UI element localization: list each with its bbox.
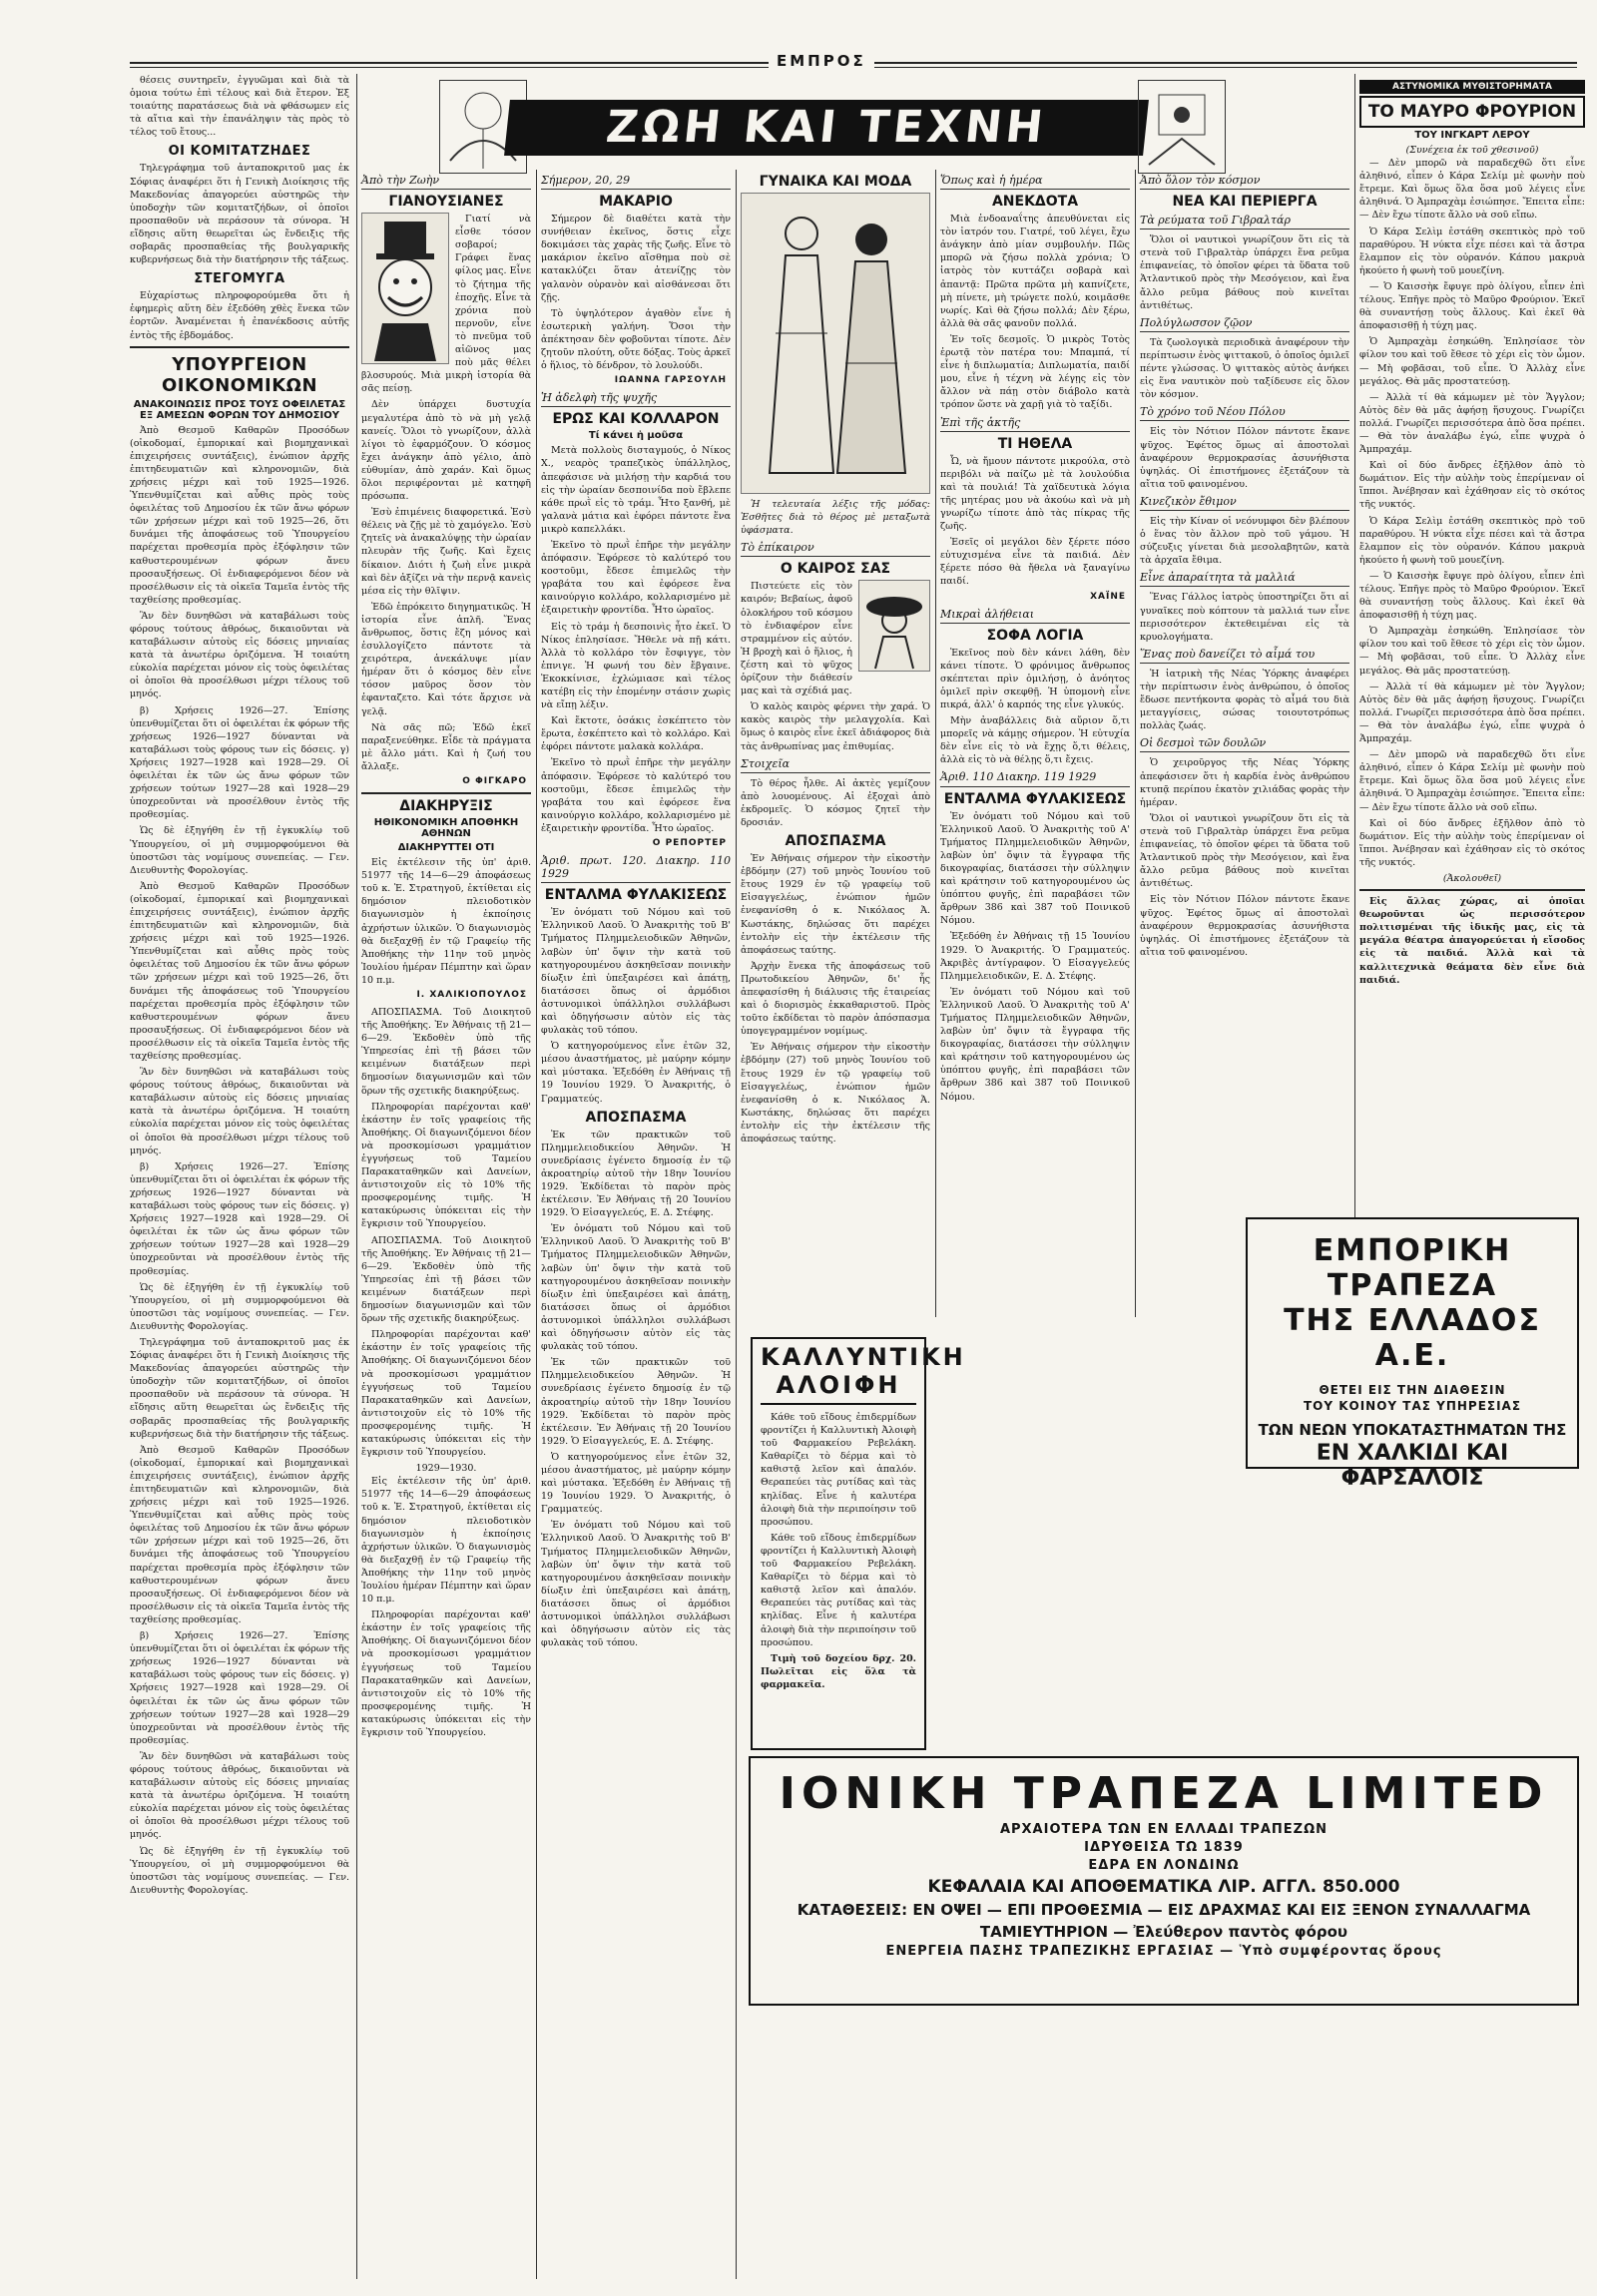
paragraph: — Ἀλλὰ τί θὰ κάμωμεν μὲ τὸν Ἄγγλον; Αὐτὸς δὲν θὰ μᾶς ἀφήσῃ ἥσυχους. Γνωρίζει πολλά. Γνωρίζει περισσότερα ἀπὸ ὅσα πρέπει. — Θὰ τὸν ἀναλάβω ἐγώ, εἶπε ψυχρὰ ὁ Ἀμπραχάμ.	[1359, 681, 1585, 745]
paragraph: Τὰ ζωολογικὰ περιοδικὰ ἀναφέρουν τὴν περίπτωσιν ἑνὸς ψιττακοῦ, ὁ ὁποῖος ὁμιλεῖ πέντε γλώσσας. Ὁ ψιττακὸς αὐτὸς ἀνήκει εἰς ἕνα ναυτικὸν ποὺ ταξίδευσε εἰς ὅλον τὸν κόσμον.	[1140, 336, 1349, 401]
signature: Ο ΡΕΠΟΡΤΕΡ	[652, 838, 727, 849]
paragraph: Κάθε τοῦ εἴδους ἐπιδερμίδων φροντίζει ἡ Καλλυντικὴ Ἀλοιφὴ τοῦ Φαρμακείου Ρεβελάκη. Καθαρίζει τὸ δέρμα καὶ τὸ καθιστᾷ λεῖον καὶ ἁπαλόν. Θεραπεύει τὰς ρυτίδας καὶ τὰς κηλίδας. Εἶνε ἡ καλυτέρα ἀλοιφὴ διὰ τὴν περιποίησιν τοῦ προσώπου.	[761, 1412, 916, 1528]
kicker: Ἀπὸ τὴν Ζωὴν	[361, 174, 531, 190]
paragraph: β) Χρήσεις 1926—27. Ἐπίσης ὑπενθυμίζεται ὅτι οἱ ὀφειλέται ἐκ φόρων τῆς χρήσεως 1926—1927 δύνανται νὰ καταβάλωσι τοὺς φόρους των εἰς δόσεις. γ) Χρήσεις 1927—1928 καὶ 1928—29. Οἱ ὀφειλέται ἐκ τῶν ὡς ἄνω φόρων τῶν χρήσεων τούτων 1927—28 καὶ 1928—29 ὑποχρεοῦνται νὰ προσέλθουν ἐντὸς τῆς προθεσμίας.	[130, 1160, 349, 1277]
paragraph: Εἰς τὸ τράμ ἡ δεσποινὶς ἦτο ἐκεῖ. Ὁ Νίκος ἐπλησίασε. Ἤθελε νὰ πῇ κάτι. Ἀλλὰ τὸ κολλάρο τὸν ἔσφιγγε, τὸν ἐπνιγε. Ἡ φωνή του δὲν ἔβγαινε. Ἐκοκκίνισε, ἐχλώμιασε καὶ τέλος κατέβη εἰς τὴν ἑπομένην στάσιν χωρὶς νὰ εἴπῃ λέξιν.	[541, 621, 731, 711]
divider	[361, 792, 531, 794]
signature: Ι. ΧΑΛΙΚΙΟΠΟΥΛΟΣ	[416, 989, 527, 1000]
column-rule	[1354, 74, 1355, 1381]
paragraph: Ἐσεῖς οἱ μεγάλοι δὲν ξέρετε πόσο εὐτυχισμένα εἶνε τὰ παιδιά. Δὲν ξέρετε πόσο θὰ ἤθελα νὰ ξαναγίνω παιδί.	[940, 537, 1130, 588]
paragraph: Ἐδῶ ἐπρόκειτο διηγηματικῶς. Ἡ ἱστορία εἶνε ἁπλῆ. Ἕνας ἄνθρωπος, ὅστις ἔζη μόνος καὶ ἐσυλλογίζετο πάντοτε τὰ χειρότερα, ἀνεκάλυψε μίαν ἡμέραν ὅτι ὁ κόσμος δὲν εἶνε τόσον μαῦρος ὅσον τὸν ἐφανταζετο. Καὶ τότε ἄρχισε νὰ γελᾷ.	[361, 601, 531, 717]
paragraph: Ἀπὸ Θεσμοῦ Καθαρῶν Προσόδων (οἰκοδομαί, ἐμπορικαί καὶ βιομηχανικαὶ ἐπιχειρήσεις συντάξεις), ἐνώπιον ἀρχῆς ἐπιτηδευματιῶν καὶ κληρονομιῶν, διὰ χρήσεις μέχρι καὶ τοῦ 1925—1926. Ὑπενθυμίζεται καὶ αὖθις πρὸς τοὺς ὀφειλέτας τοῦ Δημοσίου ἐκ τῶν ἄνω φόρων τῶν χρήσεων μέχρι καὶ τοῦ 1925—26, ὅτι δυνάμει τῆς ἀποφάσεως τοῦ Ὑπουργείου παρέχεται προθεσμία πρὸς ἐξόφλησιν τῶν καθυστερουμένων φόρων ἄνευ προσαυξήσεως. Οἱ ἐνδιαφερόμενοι δέον νὰ προσέλθωσιν εἰς τὰ οἰκεῖα Ταμεῖα ἐντὸς τῆς ταχθείσης προθεσμίας.	[130, 1444, 349, 1625]
paragraph: Σήμερον δὲ διαθέτει κατὰ τὴν συνήθειαν ἐκεῖνος, ὅστις εἶχε δοκιμάσει τὰς χαρὰς τῆς ζωῆς. Εἶνε τὸ μακάριον ἐκεῖνο αἴσθημα ποὺ σὲ κατακλύζει ὅταν ἀτενίζῃς τὸν γαλανὸν οὐρανὸν καὶ αἰσθάνεσαι ὅτι ζῇς.	[541, 214, 731, 303]
paragraph: Ὁ Ἀμπραχὰμ ἐσηκώθη. Ἐπλησίασε τὸν φίλον του καὶ τοῦ ἔθεσε τὸ χέρι εἰς τὸν ὦμον. — Μὴ φοβᾶσαι, τοῦ εἶπε. Ὁ Ἀλλὰχ εἶνε μεγάλος. Θὰ μᾶς προστατεύσῃ.	[1359, 626, 1585, 677]
column-rule	[1135, 170, 1136, 1317]
paragraph: Δὲν ὑπάρχει δυστυχία μεγαλυτέρα ἀπὸ τὸ νὰ μὴ γελᾷ κανείς. Ὅλοι τὸ γνωρίζουν, ἀλλὰ λίγοι τὸ ἐφαρμόζουν. Ὁ κόσμος ἔχει ἀνάγκην ἀπὸ γέλιο, ἀπὸ εὐθυμίαν, ἀπὸ χαράν. Καὶ ὅμως ὅλοι περιφέρονται μὲ κατηφῆ πρόσωπα.	[361, 399, 531, 503]
lead-paragraph: θέσεις συντηρεῖν, ἐγγυῶμαι καὶ διὰ τὰ ὁμοια τούτω ἐπὶ τέλους καὶ διὰ ἕτερον. Ἐξ τοιαύτης παρατάσεως διὰ νὰ φθάσωμεν εἰς τὰ αἴτια καὶ τὴν ἐπανάληψιν τὰς πρὸς τὸ τέλος τοῦ ἔτους...	[130, 75, 349, 139]
paragraph: Ἡ ἱατρικὴ τῆς Νέας Ὑόρκης ἀναφέρει τὴν περίπτωσιν ἑνὸς ἀνθρώπου, ὁ ὁποῖος ἔδωσε πεντήκοντα φορὰς τὸ αἷμά του διὰ μεταγγίσεις, σώσας τοιουτοτρόπως πολλὰς ζωάς.	[1140, 668, 1349, 732]
paragraph: Καὶ οἱ δύο ἄνδρες ἐξῆλθον ἀπὸ τὸ δωμάτιον. Εἰς τὴν αὐλὴν τοὺς ἐπερίμεναν οἱ ἵπποι. Ἀνέβησαν καὶ ἐχάθησαν εἰς τὸ σκότος τῆς νυκτός.	[1359, 460, 1585, 511]
ad-line: ΕΔΡΑ ΕΝ ΛΟΝΔΙΝΩ	[1088, 1858, 1240, 1873]
ad-bank-title: ΙΟΝΙΚΗ ΤΡΑΠΕΖΑ LIMITED	[779, 1768, 1549, 1819]
paragraph: Πληροφορίαι παρέχονται καθ' ἑκάστην ἐν τοῖς γραφείοις τῆς Ἀποθήκης. Οἱ διαγωνιζόμενοι δέον νὰ προσκομίσωσι γραμμάτιον ἐγγυήσεως τοῦ Ταμείου Παρακαταθηκῶν καὶ Δανείων, ἀντιστοιχοῦν εἰς τὸ 10% τῆς προσφερομένης τιμῆς. Ἡ κατακύρωσις ὑπόκειται εἰς τὴν ἔγκρισιν τοῦ Ὑπουργείου.	[361, 1329, 531, 1459]
paragraph: Ἀπὸ Θεσμοῦ Καθαρῶν Προσόδων (οἰκοδομαί, ἐμπορικαί καὶ βιομηχανικαὶ ἐπιχειρήσεις συντάξεις), ἐνώπιον ἀρχῆς ἐπιτηδευματιῶν καὶ κληρονομιῶν, διὰ χρήσεις μέχρι καὶ τοῦ 1925—1926. Ὑπενθυμίζεται καὶ αὖθις πρὸς τοὺς ὀφειλέτας τοῦ Δημοσίου ἐκ τῶν ἄνω φόρων τῶν χρήσεων μέχρι καὶ τοῦ 1925—26, ὅτι δυνάμει τῆς ἀποφάσεως τοῦ Ὑπουργείου παρέχεται προθεσμία πρὸς ἐξόφλησιν τῶν καθυστερουμένων φόρων ἄνευ προσαυξήσεως. Οἱ ἐνδιαφερόμενοι δέον νὰ προσέλθωσιν εἰς τὰ οἰκεῖα Ταμεῖα ἐντὸς τῆς ταχθείσης προθεσμίας.	[130, 424, 349, 606]
paragraph: Πληροφορίαι παρέχονται καθ' ἑκάστην ἐν τοῖς γραφείοις τῆς Ἀποθήκης. Οἱ διαγωνιζόμενοι δέον νὰ προσκομίσωσι γραμμάτιον ἐγγυήσεως τοῦ Ταμείου Παρακαταθηκῶν καὶ Δανείων, ἀντιστοιχοῦν εἰς τὸ 10% τῆς προσφερομένης τιμῆς. Ἡ κατακύρωσις ὑπόκειται εἰς τὴν ἔγκρισιν τοῦ Ὑπουργείου.	[361, 1101, 531, 1230]
paragraph: Πιστεύετε εἰς τὸν καιρόν; Βεβαίως, ἀφοῦ ὁλοκλήρου τοῦ κόσμου τὸ ἐνδιαφέρον εἶνε στραμμένον εἰς αὐτόν. Ἡ βροχὴ καὶ ὁ ἥλιος, ἡ ζέστη καὶ τὸ ψῦχος ὁρίζουν τὴν διάθεσίν μας καὶ τὰ σχέδιά μας.	[741, 581, 852, 697]
ad-line: ΚΑΤΑΘΕΣΕΙΣ: ΕΝ ΟΨΕΙ — ΕΠΙ ΠΡΟΘΕΣΜΙΑ — ΕΙΣ ΔΡΑΧΜΑΣ ΚΑΙ ΕΙΣ ΞΕΝΟΝ ΣΥΝΑΛΛΑΓΜΑ	[797, 1901, 1531, 1919]
paragraph: ΑΠΟΣΠΑΣΜΑ. Τοῦ Διοικητοῦ τῆς Ἀποθήκης. Ἐν Ἀθήναις τῇ 21—6—29. Ἐκδοθὲν ὑπὸ τῆς Ὑπηρεσίας ἐπὶ τῇ βάσει τῶν κειμένων διατάξεων περὶ δημοσίων διαγωνισμῶν καὶ τῶν ὅρων τῆς σχετικῆς διακηρύξεως.	[361, 1006, 531, 1097]
paragraph: Τιμὴ τοῦ δοχείου δρχ. 20. Πωλεῖται εἰς ὅλα τὰ φαρμακεῖα.	[761, 1652, 916, 1690]
paragraph: Ὡς δὲ ἐξηγήθη ἐν τῇ ἐγκυκλίῳ τοῦ Ὑπουργείου, οἱ μὴ συμμορφούμενοι θὰ ὑποστῶσι τὰς νομίμους συνεπείας. — Γεν. Διευθυντὴς Φορολογίας.	[130, 825, 349, 876]
paragraph: Ἐν ὀνόματι τοῦ Νόμου καὶ τοῦ Ἑλληνικοῦ Λαοῦ. Ὁ Ἀνακριτὴς τοῦ Β' Τμήματος Πλημμελειοδικῶν Ἀθηνῶν, λαβὼν ὑπ' ὄψιν τὴν κατὰ τοῦ κατηγορουμένου ἀσκηθεῖσαν ποινικὴν δίωξιν ἐπὶ ὑπεξαιρέσει καὶ ἀπάτῃ, διατάσσει ὅπως οἱ ἁρμόδιοι ἀστυνομικοὶ ὑπάλληλοι συλλάβωσι καὶ ὁδηγήσωσιν αὐτὸν εἰς τὰς φυλακὰς τοῦ τόπου.	[541, 1520, 731, 1649]
paragraph: — Ὁ Καισσὴκ ἔφυγε πρὸ ὀλίγου, εἶπεν ἐπὶ τέλους. Ἐπῆγε πρὸς τὸ Μαῦρο Φρούριον. Ἐκεῖ θὰ συναντήσῃ τοὺς ἄλλους. Καὶ ἐκεῖ θὰ ἀποφασισθῇ ἡ τύχη μας.	[1359, 280, 1585, 332]
heading-ti-ithela: ΤΙ ΗΘΕΛΑ	[997, 435, 1073, 452]
paragraph: Τηλεγράφημα τοῦ ἀνταποκριτοῦ μας ἐκ Σόφιας ἀναφέρει ὅτι ἡ Γενικὴ Διοίκησις τῆς Μακεδονίας ἀπαγορεύει αὐστηρῶς τὴν ὑποδοχὴν τῶν κομιτατζήδων, οἱ ὁποῖοι προσπαθοῦν νὰ περάσουν τὰ σύνορα. Ἡ εἴδησις αὕτη θεωρεῖται ὡς ἔνδειξις τῆς σοβαρᾶς προσπαθείας τῆς βουλγαρικῆς κυβερνήσεως διὰ τὴν διατήρησιν τῆς τάξεως.	[130, 1336, 349, 1440]
paragraph: Ἂν δὲν δυνηθῶσι νὰ καταβάλωσι τοὺς φόρους τούτους ἀθρόως, δικαιοῦνται νὰ καταβάλωσιν αὐτοὺς εἰς δόσεις μηνιαίας κατὰ τὰ ἀνωτέρω ὁριζόμενα. Ἡ τοιαύτη εὐκολία παρέχεται μόνον εἰς τοὺς ὀφειλέτας οἱ ὁποῖοι θὰ προσέλθωσι μέχρι τέλους τοῦ μηνός.	[130, 1067, 349, 1156]
kicker: Τὸ ἐπίκαιρον	[741, 541, 930, 557]
heading-fashion: ΓΥΝΑΙΚΑ ΚΑΙ ΜΟΔΑ	[759, 174, 912, 190]
paragraph: Μετὰ πολλοὺς δισταγμούς, ὁ Νίκος Χ., νεαρὸς τραπεζικὸς ὑπάλληλος, ἀπεφάσισε νὰ μιλήσῃ τὴν καρδιά του εἰς τὴν ὡραίαν δεσποινίδα ποὺ ἔβλεπε κάθε πρωῒ εἰς τὸ τράμ. Ἦτο ξανθή, μὲ γαλανὰ μάτια καὶ ἐφόρει πάντοτε ἕνα μικρὸ καπελλάκι.	[541, 445, 731, 535]
kicker: Ἡ ἀδελφὴ τῆς ψυχῆς	[541, 391, 731, 407]
paragraph: Εἰς τὴν Κίναν οἱ νεόνυμφοι δὲν βλέπουν ὁ ἕνας τὸν ἄλλον πρὸ τοῦ γάμου. Ἡ σύζευξις γίνεται διὰ μεσολαβητῶν, κατὰ τὰ ἀρχαῖα ἔθιμα.	[1140, 515, 1349, 567]
paragraph: Ἐκ τῶν πρακτικῶν τοῦ Πλημμελειοδικείου Ἀθηνῶν. Ἡ συνεδρίασις ἐγένετο δημοσίᾳ ἐν τῷ ἀκροατηρίῳ αὐτοῦ τὴν 18ην Ἰουνίου 1929. Ἐκδίδεται τὸ παρὸν πρὸς ἐκτέλεσιν. Ἐν Ἀθήναις τῇ 20 Ἰουνίου 1929. Ὁ Εἰσαγγελεύς, Ε. Δ. Στέφης.	[541, 1129, 731, 1219]
paragraph: Ὅλοι οἱ ναυτικοὶ γνωρίζουν ὅτι εἰς τὰ στενὰ τοῦ Γιβραλτὰρ ὑπάρχει ἕνα ρεῦμα ἐπιφανείας, τὸ ὁποῖον φέρει τὰ ὕδατα τοῦ Ἀτλαντικοῦ πρὸς τὴν Μεσόγειον, καὶ ἕνα ἄλλο ρεῦμα βάθους ποὺ κινεῖται ἀντιθέτως.	[1140, 812, 1349, 890]
heading-ministry-finance: ΥΠΟΥΡΓΕΙΟΝ ΟΙΚΟΝΟΜΙΚΩΝ	[161, 353, 318, 396]
column-3	[541, 170, 731, 2279]
footer-years: 1929—1930.	[415, 1463, 477, 1475]
ad-line: ΚΕΦΑΛΑΙΑ ΚΑΙ ΑΠΟΘΕΜΑΤΙΚΑ ΛΙΡ. ΑΓΓΛ. 850.000	[927, 1877, 1400, 1897]
paragraph: Εἰς ἄλλας χώρας, αἱ ὁποῖαι θεωροῦνται ὡς περισσότερον πολιτισμέναι τῆς ἰδικῆς μας, εἰς τὰ μεγάλα θέατρα ἀπαγορεύεται ἡ εἴσοδος εἰς τὰ παιδιά. Ἀλλὰ καὶ τὰ καλλιτεχνικὰ θεάματα δὲν εἶνε διὰ παιδιά.	[1359, 896, 1585, 986]
paragraph: Καὶ ἔκτοτε, ὁσάκις ἐσκέπτετο τὸν ἔρωτα, ἐσκέπτετο καὶ τὸ κολλάρο. Καὶ ἐφόρει πάντοτε μαλακὰ κολλάρα.	[541, 715, 731, 753]
paragraph: Πληροφορίαι παρέχονται καθ' ἑκάστην ἐν τοῖς γραφείοις τῆς Ἀποθήκης. Οἱ διαγωνιζόμενοι δέον νὰ προσκομίσωσι γραμμάτιον ἐγγυήσεως τοῦ Ταμείου Παρακαταθηκῶν καὶ Δανείων, ἀντιστοιχοῦν εἰς τὸ 10% τῆς προσφερομένης τιμῆς. Ἡ κατακύρωσις ὑπόκειται εἰς τὴν ἔγκρισιν τοῦ Ὑπουργείου.	[361, 1609, 531, 1739]
paragraph: Γιατί νὰ εἶσθε τόσον σοβαροί; Γράφει ἕνας φίλος μας. Εἶνε τὸ ζήτημα τῆς ἐποχῆς. Εἶνε τὰ χρόνια ποὺ περνοῦν, εἶνε τὸ πνεῦμα τοῦ αἰῶνος μας ποὺ μᾶς θέλει βλοσυρούς. Μιὰ μικρὴ ἱστορία θὰ σᾶς πείσῃ.	[361, 214, 531, 395]
paragraph: Εἰς τὸν Νότιον Πόλον πάντοτε ἔκανε ψῦχος. Ἐφέτος ὅμως αἱ ἀποστολαὶ ἀναφέρουν θερμοκρασίας ἀσυνήθιστα ὑψηλάς. Οἱ ἐπιστήμονες ἐξετάζουν τὰ αἴτια τοῦ φαινομένου.	[1140, 426, 1349, 490]
section-banner: ΖΩΗ ΚΑΙ ΤΕΧΝΗ	[504, 100, 1149, 156]
paragraph: Κάθε τοῦ εἴδους ἐπιδερμίδων φροντίζει ἡ Καλλυντικὴ Ἀλοιφὴ τοῦ Φαρμακείου Ρεβελάκη. Καθαρίζει τὸ δέρμα καὶ τὸ καθιστᾷ λεῖον καὶ ἁπαλόν. Θεραπεύει τὰς ρυτίδας καὶ τὰς κηλίδας. Εἶνε ἡ καλυτέρα ἀλοιφὴ διὰ τὴν περιποίησιν τοῦ προσώπου.	[761, 1532, 916, 1648]
paragraph: Τὸ ὑψηλότερον ἀγαθὸν εἶνε ἡ ἐσωτερικὴ γαλήνη. Ὅσοι τὴν ἀπέκτησαν δὲν φοβοῦνται τίποτε. Δὲν ζητοῦν πλούτη, οὔτε δόξας. Τοὺς ἀρκεῖ ὁ ἥλιος, τὸ δένδρον, τὸ λουλούδι.	[541, 307, 731, 372]
column-1	[130, 74, 349, 2279]
paragraph: Ὁ Κάρα Σελὶμ ἐστάθη σκεπτικὸς πρὸ τοῦ παραθύρου. Ἡ νύκτα εἶχε πέσει καὶ τὰ ἄστρα ἔλαμπον εἰς τὸν οὐρανόν. Κάπου μακρυὰ ἠκούετο ἡ φωνὴ τοῦ μουεζίνη.	[1359, 226, 1585, 276]
heading-stegomyga: ΣΤΕΓΟΜΥΓΑ	[194, 271, 285, 287]
ad-line: ΤΩΝ ΝΕΩΝ ΥΠΟΚΑΤΑΣΤΗΜΑΤΩΝ ΤΗΣ	[1258, 1421, 1567, 1439]
heading-weather: Ο ΚΑΙΡΟΣ ΣΑΣ	[780, 561, 891, 578]
paragraph: Ἐν ὀνόματι τοῦ Νόμου καὶ τοῦ Ἑλληνικοῦ Λαοῦ. Ὁ Ἀνακριτὴς τοῦ Α' Τμήματος Πλημμελειοδικῶν Ἀθηνῶν, λαβὼν ὑπ' ὄψιν τὰ ἔγγραφα τῆς δικογραφίας, διατάσσει τὴν σύλληψιν καὶ κράτησιν τοῦ κατηγορουμένου ὡς ὑπόπτου φυγῆς, ἐπὶ παραβάσει τῶν ἄρθρων 386 καὶ 387 τοῦ Ποινικοῦ Νόμου.	[940, 986, 1130, 1103]
subheading: ΗΘΙΚΟΝΟΜΙΚΗ ΑΠΟΘΗΚΗ ΑΘΗΝΩΝ	[373, 817, 519, 840]
paragraph: — Ὁ Καισσὴκ ἔφυγε πρὸ ὀλίγου, εἶπεν ἐπὶ τέλους. Ἐπῆγε πρὸς τὸ Μαῦρο Φρούριον. Ἐκεῖ θὰ συναντήσῃ τοὺς ἄλλους. Καὶ ἐκεῖ θὰ ἀποφασισθῇ ἡ τύχη μας.	[1359, 570, 1585, 622]
paragraph: Καὶ οἱ δύο ἄνδρες ἐξῆλθον ἀπὸ τὸ δωμάτιον. Εἰς τὴν αὐλὴν τοὺς ἐπερίμεναν οἱ ἵπποι. Ἀνέβησαν καὶ ἐχάθησαν εἰς τὸ σκότος τῆς νυκτός.	[1359, 817, 1585, 868]
heading-gianousianes: ΓΙΑΝΟΥΣΙΑΝΕΣ	[388, 194, 504, 211]
paragraph: Ἐκεῖνο τὸ πρωῒ ἐπῆρε τὴν μεγάλην ἀπόφασιν. Ἐφόρεσε τὸ καλύτερό του κοστοῦμι, ἔδεσε ἐπιμελῶς τὴν γραβάτα του καὶ ἐφόρεσε ἕνα καινούργιο κολλάρο, κολλαρισμένο μὲ ἐξαιρετικὴν φροντίδα. Ἦτο ὡραῖος.	[541, 539, 731, 617]
column-7	[1359, 80, 1585, 1377]
kicker: Ἀριθ. πρωτ. 120. Διακηρ. 110 1929	[541, 854, 731, 883]
ad-line: ΘΕΤΕΙ ΕΙΣ ΤΗΝ ΔΙΑΘΕΣΙΝ	[1319, 1383, 1506, 1397]
paragraph: β) Χρήσεις 1926—27. Ἐπίσης ὑπενθυμίζεται ὅτι οἱ ὀφειλέται ἐκ φόρων τῆς χρήσεως 1926—1927 δύνανται νὰ καταβάλωσι τοὺς φόρους των εἰς δόσεις. γ) Χρήσεις 1927—1928 καὶ 1928—29. Οἱ ὀφειλέται ἐκ τῶν ὡς ἄνω φόρων τῶν χρήσεων τούτων 1927—28 καὶ 1928—29 ὑποχρεοῦνται νὰ προσέλθουν ἐντὸς τῆς προθεσμίας.	[130, 704, 349, 821]
paragraph: Ὁ Κάρα Σελὶμ ἐστάθη σκεπτικὸς πρὸ τοῦ παραθύρου. Ἡ νύκτα εἶχε πέσει καὶ τὰ ἄστρα ἔλαμπον εἰς τὸν οὐρανόν. Κάπου μακρυὰ ἠκούετο ἡ φωνὴ τοῦ μουεζίνη.	[1359, 515, 1585, 566]
paragraph: Εἰς ἐκτέλεσιν τῆς ὑπ' ἀριθ. 51977 τῆς 14—6—29 ἀποφάσεως τοῦ κ. Ἐ. Στρατηγοῦ, ἐκτίθεται εἰς δημόσιον πλειοδοτικὸν διαγωνισμὸν ἡ ἐκποίησις ἀχρήστων ὑλικῶν. Ὁ διαγωνισμὸς θὰ διεξαχθῇ ἐν τῷ Γραφείῳ τῆς Ἀποθήκης τὴν 11ην τοῦ μηνὸς Ἰουλίου ἡμέραν Πέμπτην καὶ ὥραν 10 π.μ.	[361, 1476, 531, 1606]
caricature-illustration	[361, 213, 449, 364]
paragraph: Ἐκεῖνος ποὺ δὲν κάνει λάθη, δὲν κάνει τίποτε. Ὁ φρόνιμος ἄνθρωπος σκέπτεται πρὶν ὁμιλήσῃ, ὁ ἀνόητος ὁμιλεῖ πρὶν σκεφθῇ. Ἡ ὑπομονὴ εἶνε πικρά, ἀλλ' ὁ καρπός της εἶνε γλυκύς.	[940, 647, 1130, 710]
item-title: Εἶνε ἀπαραίτητα τὰ μαλλιά	[1140, 571, 1349, 587]
heading-warrant: ΕΝΤΑΛΜΑ ΦΥΛΑΚΙΣΕΩΣ	[544, 887, 728, 904]
paragraph: Ἐν Ἀθήναις σήμερον τὴν εἰκοστὴν ἐβδόμην (27) τοῦ μηνὸς Ἰουνίου τοῦ ἔτους 1929 ἐν τῷ γραφείῳ τοῦ Εἰσαγγελέως, ἐνώπιον ἡμῶν ἐνεφανίσθη ὁ κ. Νικόλαος Ἀ. Κωστάκης, δηλώσας ὅτι παρέχει ἐντολὴν εἰς τὴν ἐκτέλεσιν τῆς ἀποφάσεως ταύτης.	[741, 853, 930, 956]
ad-line: ΑΡΧΑΙΟΤΕΡΑ ΤΩΝ ΕΝ ΕΛΛΑΔΙ ΤΡΑΠΕΖΩΝ	[999, 1822, 1329, 1837]
kicker: Μικραὶ ἀλήθειαι	[940, 608, 1130, 624]
paragraph: Τὸ θέρος ἦλθε. Αἱ ἀκτὲς γεμίζουν ἀπὸ λουομένους. Αἱ ἐξοχαὶ ἀπὸ ἐκδρομεῖς. Ὁ κόσμος ζητεῖ τὴν δροσιάν.	[741, 777, 930, 828]
paragraph: Ἀπὸ Θεσμοῦ Καθαρῶν Προσόδων (οἰκοδομαί, ἐμπορικαί καὶ βιομηχανικαὶ ἐπιχειρήσεις συντάξεις), ἐνώπιον ἀρχῆς ἐπιτηδευματιῶν καὶ κληρονομιῶν, διὰ χρήσεις μέχρι καὶ τοῦ 1925—1926. Ὑπενθυμίζεται καὶ αὖθις πρὸς τοὺς ὀφειλέτας τοῦ Δημοσίου ἐκ τῶν ἄνω φόρων τῶν χρήσεων μέχρι καὶ τοῦ 1925—26, ὅτι δυνάμει τῆς ἀποφάσεως τοῦ Ὑπουργείου παρέχεται προθεσμία πρὸς ἐξόφλησιν τῶν καθυστερουμένων φόρων ἄνευ προσαυξήσεως. Οἱ ἐνδιαφερόμενοι δέον νὰ προσέλθωσιν εἰς τὰ οἰκεῖα Ταμεῖα ἐντὸς τῆς ταχθείσης προθεσμίας.	[130, 880, 349, 1062]
column-6	[1140, 170, 1349, 1317]
paragraph: Ἐν ὀνόματι τοῦ Νόμου καὶ τοῦ Ἑλληνικοῦ Λαοῦ. Ὁ Ἀνακριτὴς τοῦ Β' Τμήματος Πλημμελειοδικῶν Ἀθηνῶν, λαβὼν ὑπ' ὄψιν τὴν κατὰ τοῦ κατηγορουμένου ἀσκηθεῖσαν ποινικὴν δίωξιν ἐπὶ ὑπεξαιρέσει καὶ ἀπάτῃ, διατάσσει ὅπως οἱ ἁρμόδιοι ἀστυνομικοὶ ὑπάλληλοι συλλάβωσι καὶ ὁδηγήσωσιν αὐτὸν εἰς τὰς φυλακὰς τοῦ τόπου.	[541, 1223, 731, 1353]
divider	[130, 346, 349, 348]
paragraph: — Ἀλλὰ τί θὰ κάμωμεν μὲ τὸν Ἄγγλον; Αὐτὸς δὲν θὰ μᾶς ἀφήσῃ ἥσυχους. Γνωρίζει πολλά. Γνωρίζει περισσότερα ἀπὸ ὅσα πρέπει. — Θὰ τὸν ἀναλάβω ἐγώ, εἶπε ψυχρὰ ὁ Ἀμπραχάμ.	[1359, 391, 1585, 456]
serial-label: ΑΣΤΥΝΟΜΙΚΑ ΜΥΘΙΣΤΟΡΗΜΑΤΑ	[1359, 80, 1585, 94]
paragraph: Ἐν ὀνόματι τοῦ Νόμου καὶ τοῦ Ἑλληνικοῦ Λαοῦ. Ὁ Ἀνακριτὴς τοῦ Β' Τμήματος Πλημμελειοδικῶν Ἀθηνῶν, λαβὼν ὑπ' ὄψιν τὴν κατὰ τοῦ κατηγορουμένου ἀσκηθεῖσαν ποινικὴν δίωξιν ἐπὶ ὑπεξαιρέσει καὶ ἀπάτῃ, διατάσσει ὅπως οἱ ἁρμόδιοι ἀστυνομικοὶ ὑπάλληλοι συλλάβωσι καὶ ὁδηγήσωσιν αὐτὸν εἰς τὰς φυλακὰς τοῦ τόπου.	[541, 907, 731, 1037]
signature: ΧΑΪΝΕ	[1090, 591, 1126, 602]
paragraph: Εὐχαρίστως πληροφορούμεθα ὅτι ἡ ἐφημερὶς αὕτη δὲν ἐξεδόθη χθὲς ἕνεκα τῶν ἑορτῶν. Ἀναμένεται ἡ ἐπανέκδοσις αὐτῆς ἐντὸς τῆς ἑβδομάδος.	[130, 290, 349, 341]
item-title: Ἕνας ποὺ δανείζει τὸ αἷμά του	[1140, 648, 1349, 664]
ad-text	[753, 1405, 924, 1700]
item-title: Κινεζικὸν ἔθιμον	[1140, 495, 1349, 511]
heading-makario: ΜΑΚΑΡΙΟ	[599, 194, 673, 211]
fashion-illustration	[741, 193, 930, 494]
paragraph: Ἐκ τῶν πρακτικῶν τοῦ Πλημμελειοδικείου Ἀθηνῶν. Ἡ συνεδρίασις ἐγένετο δημοσίᾳ ἐν τῷ ἀκροατηρίῳ αὐτοῦ τὴν 18ην Ἰουνίου 1929. Ἐκδίδεται τὸ παρὸν πρὸς ἐκτέλεσιν. Ἐν Ἀθήναις τῇ 20 Ἰουνίου 1929. Ὁ Εἰσαγγελεύς, Ε. Δ. Στέφης.	[541, 1357, 731, 1447]
paragraph: Ἐν τοῖς δεσμοῖς. Ὁ μικρὸς Τοτὸς ἐρωτᾷ τὸν πατέρα του: Μπαμπά, τί εἶνε ἡ διπλωματία; Διπλωματία, παιδί μου, εἶνε ἡ τέχνη νὰ λέγῃς εἰς τὸν ἄλλον νὰ πάῃ στὸν διάβολο κατὰ τρόπον ὥστε νὰ χαρῇ γιὰ τὸ ταξίδι.	[940, 333, 1130, 411]
item-title: Τὸ χρόνο τοῦ Νέου Πόλου	[1140, 405, 1349, 421]
ad-bank-title-line2: ΤΗΣ ΕΛΛΑΔΟΣ Α.Ε.	[1284, 1303, 1541, 1373]
column-rule	[736, 170, 737, 2279]
paper-name: ΕΜΠΡΟΣ	[769, 52, 874, 70]
item-title: Πολύγλωσσον ζῷον	[1140, 316, 1349, 332]
heading-news-curious: ΝΕΑ ΚΑΙ ΠΕΡΙΕΡΓΑ	[1172, 194, 1318, 211]
kicker: Ἀριθ. 110 Διακηρ. 119 1929	[940, 770, 1130, 786]
paragraph: Ὦ, νὰ ἤμουν πάντοτε μικρούλα, στὸ περιβόλι νὰ παίζω μὲ τὰ λουλούδια καὶ τὰ πουλιά! Τὰ χαϊδευτικὰ λόγια τῆς μητέρας μου νὰ ἀκούω καὶ νὰ μὴ γνωρίζω τίποτε ἀπὸ τὰς πίκρας τῆς ζωῆς.	[940, 455, 1130, 533]
paragraph: β) Χρήσεις 1926—27. Ἐπίσης ὑπενθυμίζεται ὅτι οἱ ὀφειλέται ἐκ φόρων τῆς χρήσεως 1926—1927 δύνανται νὰ καταβάλωσι τοὺς φόρους των εἰς δόσεις. γ) Χρήσεις 1927—1928 καὶ 1928—29. Οἱ ὀφειλέται ἐκ τῶν ὡς ἄνω φόρων τῶν χρήσεων τούτων 1927—28 καὶ 1928—29 ὑποχρεοῦνται νὰ προσέλθουν ἐντὸς τῆς προθεσμίας.	[130, 1630, 349, 1746]
paragraph: Ἐσὺ ἐπιμένεις διαφορετικά. Ἐσὺ θέλεις νὰ ζῇς μὲ τὸ χαμόγελο. Ἐσὺ ζητεῖς νὰ ἀνακαλύψῃς τὴν ὡραίαν πλευρὰν τῆς ζωῆς. Καὶ ἔχεις δίκαιον. Διότι ἡ ζωὴ εἶνε μικρὰ καὶ δὲν ἀξίζει νὰ τὴν περνᾷ κανεὶς μέσα εἰς τὴν θλῖψιν.	[361, 507, 531, 597]
paragraph: — Δὲν μπορῶ νὰ παραδεχθῶ ὅτι εἶνε ἀληθινό, εἶπεν ὁ Κάρα Σελίμ μὲ φωνὴν ποὺ ἔτρεμε. Καὶ ὅμως ὅλα ὅσα μοῦ λέγεις εἶνε ἀληθινά. Ὁ Ἀμπραχὰμ ἐσιώπησε. Ἔπειτα εἶπε: — Δὲν ἔχω τίποτε ἄλλο νὰ σοῦ εἴπω.	[1359, 749, 1585, 813]
paragraph: Ὡς δὲ ἐξηγήθη ἐν τῇ ἐγκυκλίῳ τοῦ Ὑπουργείου, οἱ μὴ συμμορφούμενοι θὰ ὑποστῶσι τὰς νομίμους συνεπείας. — Γεν. Διευθυντὴς Φορολογίας.	[130, 1845, 349, 1896]
paragraph: Ἐν Ἀθήναις σήμερον τὴν εἰκοστὴν ἐβδόμην (27) τοῦ μηνὸς Ἰουνίου τοῦ ἔτους 1929 ἐν τῷ γραφείῳ τοῦ Εἰσαγγελέως, ἐνώπιον ἡμῶν ἐνεφανίσθη ὁ κ. Νικόλαος Ἀ. Κωστάκης, δηλώσας ὅτι παρέχει ἐντολὴν εἰς τὴν ἐκτέλεσιν τῆς ἀποφάσεως ταύτης.	[741, 1042, 930, 1146]
ad-ioniki-trapeza	[749, 1756, 1579, 2006]
heading-wise-words: ΣΟΦΑ ΛΟΓΙΑ	[986, 627, 1084, 644]
column-rule	[935, 170, 936, 1317]
column-rule	[356, 74, 357, 2279]
heading-warrant: ΕΝΤΑΛΜΑ ΦΥΛΑΚΙΣΕΩΣ	[943, 790, 1127, 807]
paragraph: Ἂν δὲν δυνηθῶσι νὰ καταβάλωσι τοὺς φόρους τούτους ἀθρόως, δικαιοῦνται νὰ καταβάλωσιν αὐτοὺς εἰς δόσεις μηνιαίας κατὰ τὰ ἀνωτέρω ὁριζόμενα. Ἡ τοιαύτη εὐκολία παρέχεται μόνον εἰς τοὺς ὀφειλέτας οἱ ὁποῖοι θὰ προσέλθωσι μέχρι τέλους τοῦ μηνός.	[130, 1750, 349, 1841]
paragraph: Μιὰ ἐνδοαναΐτης ἀπευθύνεται εἰς τὸν ἰατρόν του. Γιατρέ, τοῦ λέγει, ἔχω ἀνάγκην ἀπὸ μίαν συμβουλήν. Πῶς μπορῶ νὰ ζήσω πολλὰ χρόνια; Ὁ ἰατρὸς τὸν κυττάζει σοβαρὰ καὶ ἀπαντᾷ: Πρῶτα πρῶτα μὴ καπνίζετε, μὴ πίνετε, μὴ τρώγετε πολύ, κοιμᾶσθε νωρίς. Καὶ θὰ ζήσω πολλά; Δὲν ξέρω, ἀλλὰ θὰ σᾶς φανοῦν πολλά.	[940, 214, 1130, 329]
paragraph: Ὁ Ἀμπραχὰμ ἐσηκώθη. Ἐπλησίασε τὸν φίλον του καὶ τοῦ ἔθεσε τὸ χέρι εἰς τὸν ὦμον. — Μὴ φοβᾶσαι, τοῦ εἶπε. Ὁ Ἀλλὰχ εἶνε μεγάλος. Θὰ μᾶς προστατεύσῃ.	[1359, 336, 1585, 387]
paragraph: Ὁ χειροῦργος τῆς Νέας Ὑόρκης ἀπεφάσισεν ὅτι ἡ καρδία ἑνὸς ἀνθρώπου κτυπᾷ περίπου ἑκατὸν χιλιάδας φορὰς τὴν ἡμέραν.	[1140, 757, 1349, 808]
divider	[1359, 889, 1585, 891]
subheading: Τί κάνει ἡ μοῦσα	[588, 430, 684, 442]
ad-line: ΕΝΕΡΓΕΙΑ ΠΑΣΗΣ ΤΡΑΠΕΖΙΚΗΣ ΕΡΓΑΣΙΑΣ — Ὑπὸ συμφέροντας ὅρους	[885, 1944, 1442, 1959]
item-title: Τὰ ρεύματα τοῦ Γιβραλτάρ	[1140, 214, 1349, 230]
ad-emporiki-trapeza	[1246, 1217, 1579, 1491]
paragraph: Ἐκεῖνο τὸ πρωῒ ἐπῆρε τὴν μεγάλην ἀπόφασιν. Ἐφόρεσε τὸ καλύτερό του κοστοῦμι, ἔδεσε ἐπιμελῶς τὴν γραβάτα του καὶ ἐφόρεσε ἕνα καινούργιο κολλάρο, κολλαρισμένο μὲ ἐξαιρετικὴν φροντίδα. Ἦτο ὡραῖος.	[541, 757, 731, 834]
paragraph: Ἕνας Γάλλος ἰατρὸς ὑποστηρίζει ὅτι αἱ γυναῖκες ποὺ κόπτουν τὰ μαλλιά των εἶνε περισσότερον ἐκτεθειμέναι εἰς τὰ κρυολογήματα.	[1140, 592, 1349, 643]
kicker: Στοιχεῖα	[741, 757, 930, 773]
serial-title: ΤΟ ΜΑΥΡΟ ΦΡΟΥΡΙΟΝ	[1359, 96, 1585, 128]
paragraph: Ἀρχὴν ἕνεκα τῆς ἀποφάσεως τοῦ Πρωτοδικείου Ἀθηνῶν, δι' ἧς ἀπεφασίσθη ἡ διάλυσις τῆς ἑταιρείας καὶ ὁ διορισμὸς ἐκκαθαριστοῦ. Πρὸς τοῦτο ἐκδίδεται τὸ παρὸν ἀπόσπασμα ὑπογεγραμμένον νομίμως.	[741, 960, 930, 1038]
ad-line: ΙΔΡΥΘΕΙΣΑ ΤΩ 1839	[1084, 1840, 1244, 1855]
column-4	[741, 170, 930, 1317]
column-5	[940, 170, 1130, 1317]
paragraph: Τηλεγράφημα τοῦ ἀνταποκριτοῦ μας ἐκ Σόφιας ἀναφέρει ὅτι ἡ Γενικὴ Διοίκησις τῆς Μακεδονίας ἀπαγορεύει αὐστηρῶς τὴν ὑποδοχὴν τῶν κομιτατζήδων, οἱ ὁποῖοι προσπαθοῦν νὰ περάσουν τὰ σύνορα. Ἡ εἴδησις αὕτη θεωρεῖται ὡς ἔνδειξις τῆς σοβαρᾶς προσπαθείας τῆς βουλγαρικῆς κυβερνήσεως διὰ τὴν διατήρησιν τῆς τάξεως.	[130, 163, 349, 266]
item-title: Οἱ δεσμοὶ τῶν δουλῶν	[1140, 736, 1349, 752]
serial-to-be-continued: (Ἀκολουθεῖ)	[1442, 872, 1502, 884]
paragraph: Ὡς δὲ ἐξηγήθη ἐν τῇ ἐγκυκλίῳ τοῦ Ὑπουργείου, οἱ μὴ συμμορφούμενοι θὰ ὑποστῶσι τὰς νομίμους συνεπείας. — Γεν. Διευθυντὴς Φορολογίας.	[130, 1281, 349, 1332]
paragraph: Ἐξεδόθη ἐν Ἀθήναις τῇ 15 Ἰουνίου 1929. Ὁ Ἀνακριτής. Ὁ Γραμματεύς. Ἀκριβὲς ἀντίγραφον. Ὁ Εἰσαγγελεύς Πλημμελειοδικῶν, Ε. Δ. Στέφης.	[940, 931, 1130, 982]
heading-extract: ΑΠΟΣΠΑΣΜΑ	[785, 833, 886, 850]
paragraph: Εἰς ἐκτέλεσιν τῆς ὑπ' ἀριθ. 51977 τῆς 14—6—29 ἀποφάσεως τοῦ κ. Ἐ. Στρατηγοῦ, ἐκτίθεται εἰς δημόσιον πλειοδοτικὸν διαγωνισμὸν ἡ ἐκποίησις ἀχρήστων ὑλικῶν. Ὁ διαγωνισμὸς θὰ διεξαχθῇ ἐν τῷ Γραφείῳ τῆς Ἀποθήκης τὴν 11ην τοῦ μηνὸς Ἰουλίου ἡμέραν Πέμπτην καὶ ὥραν 10 π.μ.	[361, 857, 531, 986]
kicker: Ὅπως καὶ ἡ ἡμέρα	[940, 174, 1130, 190]
ad-kallyntiki-aloifi	[751, 1337, 966, 1750]
ad-bank-title: ΕΜΠΟΡΙΚΗ ΤΡΑΠΕΖΑ	[1313, 1233, 1512, 1303]
column-2	[361, 170, 531, 2279]
paragraph: Εἰς τὸν Νότιον Πόλον πάντοτε ἔκανε ψῦχος. Ἐφέτος ὅμως αἱ ἀποστολαὶ ἀναφέρουν θερμοκρασίας ἀσυνήθιστα ὑψηλάς. Οἱ ἐπιστήμονες ἐξετάζουν τὰ αἴτια τοῦ φαινομένου.	[1140, 894, 1349, 958]
paragraph: Ὁ κατηγορούμενος εἶνε ἐτῶν 32, μέσου ἀναστήματος, μὲ μαύρην κόμην καὶ μύστακα. Ἐξεδόθη ἐν Ἀθήναις τῇ 19 Ἰουνίου 1929. Ὁ Ἀνακριτής, ὁ Γραμματεύς.	[541, 1451, 731, 1516]
signature: ΙΩΑΝΝΑ ΓΑΡΣΟΥΛΗ	[614, 375, 727, 386]
kicker: Ἐπὶ τῆς ἀκτῆς	[940, 416, 1130, 432]
ad-title: ΚΑΛΛΥΝΤΙΚΗ ΑΛΟΙΦΗ	[761, 1339, 916, 1405]
kicker: Σήμερον, 20, 29	[541, 174, 731, 190]
heading-proclamation: ΔΙΑΚΗΡΥΞΙΣ	[399, 798, 493, 815]
banner-decoration-right	[1138, 80, 1226, 174]
caption: Ἡ τελευταία λέξις τῆς μόδας: Ἐσθῆτες διὰ τὸ θέρος μὲ μεταξωτὰ ὑφάσματα.	[741, 499, 930, 537]
sketch-illustration	[858, 580, 930, 672]
paragraph: Ὁ καλὸς καιρὸς φέρνει τὴν χαρά. Ὁ κακὸς καιρὸς τὴν μελαγχολία. Καὶ ὅμως ὁ καιρὸς εἶνε ἐκεῖ ἀδιάφορος διὰ τὰς ἀνθρωπίνας μας ἐπιθυμίας.	[741, 701, 930, 752]
paragraph: Μὴν ἀναβάλλεις διὰ αὔριον ὅ,τι μπορεῖς νὰ κάμῃς σήμερον. Ἡ εὐτυχία δὲν εἶνε εἰς τὸ νὰ ἔχῃς ὅ,τι θέλεις, ἀλλὰ εἰς τὸ νὰ θέλῃς ὅ,τι ἔχεις.	[940, 715, 1130, 766]
paragraph: — Δὲν μπορῶ νὰ παραδεχθῶ ὅτι εἶνε ἀληθινό, εἶπεν ὁ Κάρα Σελίμ μὲ φωνὴν ποὺ ἔτρεμε. Καὶ ὅμως ὅλα ὅσα μοῦ λέγεις εἶνε ἀληθινά. Ὁ Ἀμπραχὰμ ἐσιώπησε. Ἔπειτα εἶπε: — Δὲν ἔχω τίποτε ἄλλο νὰ σοῦ εἴπω.	[1359, 158, 1585, 222]
heading-komitatzides: ΟΙ ΚΟΜΙΤΑΤΖΗΔΕΣ	[168, 144, 311, 160]
signature: Ο ΦΙΓΚΑΡΟ	[462, 776, 527, 787]
ad-line: ΤΑΜΙΕΥΤΗΡΙΟΝ — Ἐλεύθερον παντὸς φόρου	[979, 1923, 1348, 1941]
ad-line: ΤΟΥ ΚΟΙΝΟΥ ΤΑΣ ΥΠΗΡΕΣΙΑΣ	[1303, 1399, 1522, 1413]
ad-line: ΕΝ ΧΑΛΚΙΔΙ ΚΑΙ ΦΑΡΣΑΛΟΙΣ	[1316, 1441, 1509, 1491]
serial-continued: (Συνέχεια ἐκ τοῦ χθεσινοῦ)	[1405, 145, 1539, 156]
heading-extract: ΑΠΟΣΠΑΣΜΑ	[585, 1109, 687, 1126]
paragraph: Ἐν ὀνόματι τοῦ Νόμου καὶ τοῦ Ἑλληνικοῦ Λαοῦ. Ὁ Ἀνακριτὴς τοῦ Α' Τμήματος Πλημμελειοδικῶν Ἀθηνῶν, λαβὼν ὑπ' ὄψιν τὰ ἔγγραφα τῆς δικογραφίας, διατάσσει τὴν σύλληψιν καὶ κράτησιν τοῦ κατηγορουμένου ὡς ὑπόπτου φυγῆς, ἐπὶ παραβάσει τῶν ἄρθρων 386 καὶ 387 τοῦ Ποινικοῦ Νόμου.	[940, 810, 1130, 927]
kicker: Ἀπὸ ὅλον τὸν κόσμον	[1140, 174, 1349, 190]
column-rule	[536, 170, 537, 2279]
heading-eros-kollaron: ΕΡΩΣ ΚΑΙ ΚΟΛΛΑΡΟΝ	[552, 411, 720, 428]
paragraph: Ἂν δὲν δυνηθῶσι νὰ καταβάλωσι τοὺς φόρους τούτους ἀθρόως, δικαιοῦνται νὰ καταβάλωσιν αὐτοὺς εἰς δόσεις μηνιαίας κατὰ τὰ ἀνωτέρω ὁριζόμενα. Ἡ τοιαύτη εὐκολία παρέχεται μόνον εἰς τοὺς ὀφειλέτας οἱ ὁποῖοι θὰ προσέλθωσι μέχρι τέλους τοῦ μηνός.	[130, 610, 349, 700]
heading-anecdotes: ΑΝΕΚΔΟΤΑ	[991, 194, 1079, 211]
paragraph: Ὅλοι οἱ ναυτικοὶ γνωρίζουν ὅτι εἰς τὰ στενὰ τοῦ Γιβραλτὰρ ὑπάρχει ἕνα ρεῦμα ἐπιφανείας, τὸ ὁποῖον φέρει τὰ ὕδατα τοῦ Ἀτλαντικοῦ πρὸς τὴν Μεσόγειον, καὶ ἕνα ἄλλο ρεῦμα βάθους ποὺ κινεῖται ἀντιθέτως.	[1140, 234, 1349, 311]
serial-author: ΤΟΥ ΙΝΓΚΑΡΤ ΛΕΡΟΥ	[1414, 130, 1530, 141]
paragraph: Ὁ κατηγορούμενος εἶνε ἐτῶν 32, μέσου ἀναστήματος, μὲ μαύρην κόμην καὶ μύστακα. Ἐξεδόθη ἐν Ἀθήναις τῇ 19 Ἰουνίου 1929. Ὁ Ἀνακριτής, ὁ Γραμματεύς.	[541, 1041, 731, 1105]
paragraph: ΑΠΟΣΠΑΣΜΑ. Τοῦ Διοικητοῦ τῆς Ἀποθήκης. Ἐν Ἀθήναις τῇ 21—6—29. Ἐκδοθὲν ὑπὸ τῆς Ὑπηρεσίας ἐπὶ τῇ βάσει τῶν κειμένων διατάξεων περὶ δημοσίων διαγωνισμῶν καὶ τῶν ὅρων τῆς σχετικῆς διακηρύξεως.	[361, 1234, 531, 1325]
paragraph: Νὰ σᾶς πῶ; Ἐδῶ ἐκεῖ παραξενεύθηκε. Εἶδε τὰ πράγματα μὲ ἄλλο μάτι. Καὶ ἡ ζωή του ἄλλαξε.	[361, 721, 531, 772]
subheading: ΔΙΑΚΗΡΥΤΤΕΙ ΟΤΙ	[397, 842, 495, 854]
subheading-announcement: ΑΝΑΚΟΙΝΩΣΙΣ ΠΡΟΣ ΤΟΥΣ ΟΦΕΙΛΕΤΑΣ ΕΞ ΑΜΕΣΩΝ ΦΟΡΩΝ ΤΟΥ ΔΗΜΟΣΙΟΥ	[133, 398, 346, 421]
